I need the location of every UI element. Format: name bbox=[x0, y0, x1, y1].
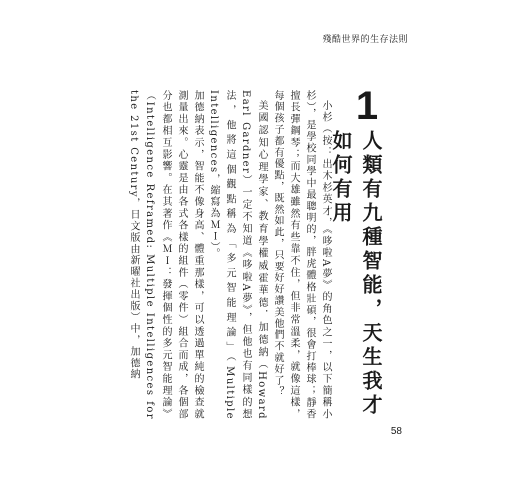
body-text bbox=[128, 90, 333, 420]
chapter-number: 1 bbox=[355, 84, 379, 128]
body-paragraph: 美國認知心理學家、教育學權威霍華德．加德納（Howard Earl Gardner）一定不知道《哆啦A夢》，但他也有同樣的想法，他將這個觀點稱為「多元智能理論」（Multiple Intelligences，縮寫為ＭＩ）。 bbox=[208, 90, 267, 420]
body-paragraph: 小杉（按：出木杉英才，《哆啦A夢》的角色之一，以下簡稱小杉），是學校同學中最聰明的，胖虎體格壯碩，很會打棒球；靜香擅長彈鋼琴；而大雄雖然有些靠不住，但非常溫柔，就像這樣，每個孩子都有優點，既然如此，只要好好讚美他們不就好了？ bbox=[272, 90, 331, 420]
running-header: 殘酷世界的生存法則 bbox=[322, 35, 408, 45]
body-paragraph: 加德納表示，智能不像身高、體重那樣，可以透過單純的檢查就測量出來。心靈是由各式各樣的組件（零件）組合而成，各個部分也都相互影響。在其著作《ＭＩ：發揮個性的多元智能理論》（Intelligence Reframed: Multiple Intelligences for the 21st Century，日文版由新曜社出版）中，加德納 bbox=[128, 90, 203, 420]
chapter-title: 人類有九種智能，天生我才如何有用 bbox=[329, 130, 383, 418]
page-number: 58 bbox=[390, 426, 402, 437]
